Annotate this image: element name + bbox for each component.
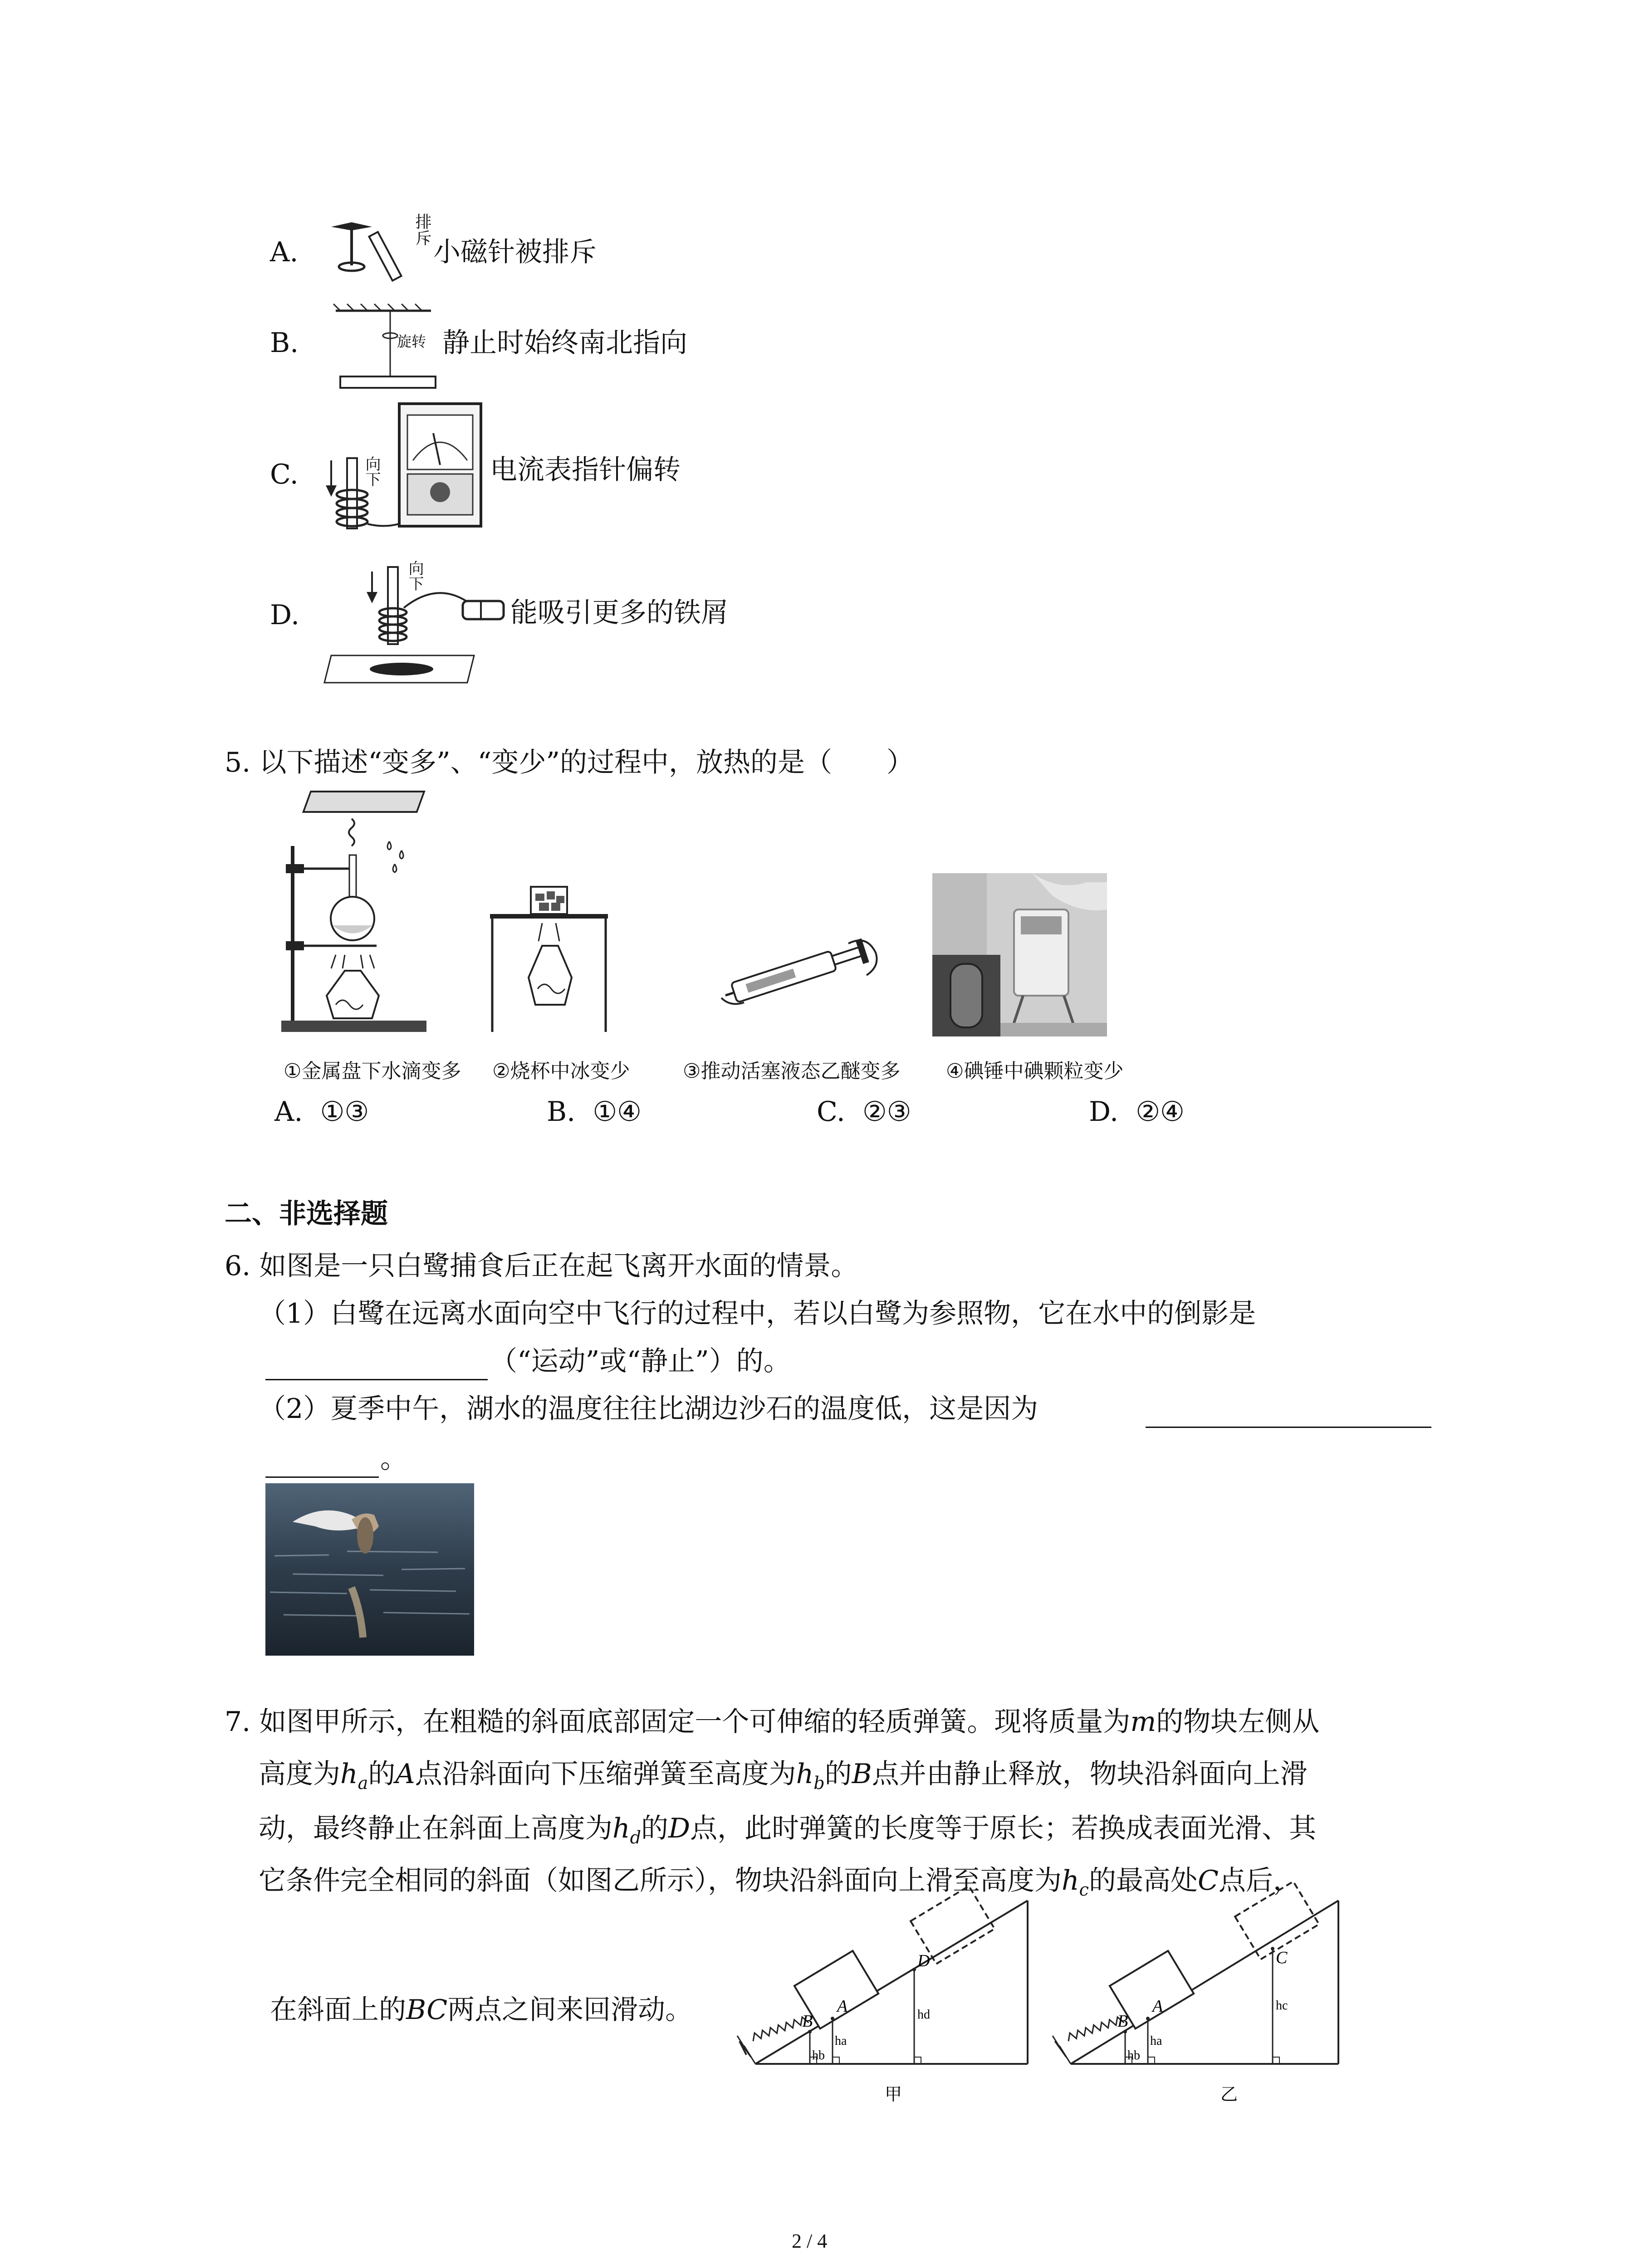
jia-label-hb: hb	[812, 2048, 825, 2063]
q7-line2-c: 点沿斜面向下压缩弹簧至高度为	[415, 1758, 796, 1790]
q4-option-c-text: 电流表指针偏转	[490, 454, 681, 486]
q7-line2-d: 的	[824, 1758, 852, 1790]
jia-label-b: B	[802, 2012, 813, 2031]
q7-figure-jia	[735, 1873, 1043, 2109]
q7-var-m: m	[1130, 1706, 1156, 1738]
q4-option-d-text: 能吸引更多的铁屑	[510, 597, 728, 629]
q7-line4-c: 点后，	[1218, 1865, 1300, 1897]
q5-choice-a-letter: A.	[274, 1096, 303, 1128]
q5-choice-d	[1089, 1095, 1185, 1128]
q7-line3-c: 点，此时弹簧的长度等于原长；若换成表面光滑、其	[690, 1813, 1317, 1844]
q6-part2-blank-a[interactable]	[1146, 1427, 1431, 1428]
q4-b-fig-label: 旋转	[397, 333, 426, 350]
yi-label-b: B	[1117, 2012, 1128, 2031]
q7-line-5	[270, 1994, 692, 2026]
q7-line-2	[259, 1758, 1308, 1794]
page-number: 2 / 4	[792, 2230, 828, 2252]
q5-figure-2	[490, 887, 617, 1036]
q7-line2-a: 高度为	[259, 1758, 340, 1790]
q4-d-fig-label: 向下	[406, 560, 424, 591]
q7-line1-b: 的物块左侧从	[1156, 1706, 1320, 1738]
q4-b-figure	[327, 302, 445, 392]
q5-choice-d-text: ②④	[1136, 1096, 1185, 1128]
q6-part2-blank-b[interactable]	[265, 1476, 379, 1478]
q5-choice-a-text: ①③	[320, 1096, 369, 1128]
q7-line1-a: 7. 如图甲所示，在粗糙的斜面底部固定一个可伸缩的轻质弹簧。现将质量为	[225, 1706, 1131, 1738]
q5-choice-b-letter: B.	[547, 1096, 576, 1128]
jia-label-a: A	[837, 1997, 848, 2016]
q5-choice-c-letter: C.	[817, 1096, 845, 1128]
q5-choice-d-letter: D.	[1089, 1096, 1119, 1128]
q5-choice-b-text: ①④	[593, 1096, 642, 1128]
q6-part1-blank[interactable]	[265, 1379, 488, 1380]
yi-label-ha: ha	[1150, 2034, 1162, 2048]
q7-line5-b: 两点之间来回滑动。	[447, 1994, 693, 2026]
q7-sub-b: b	[813, 1773, 825, 1793]
q6-part1-line1: （1）白鹭在远离水面向空中飞行的过程中，若以白鹭为参照物，它在水中的倒影是	[259, 1298, 1256, 1330]
q5-choice-c	[817, 1095, 911, 1128]
q7-line4-a: 它条件完全相同的斜面（如图乙所示），物块沿斜面向上滑至高度为	[259, 1865, 1062, 1897]
q5-figure-4-photo	[932, 873, 1107, 1036]
q6-part2-end: 。	[380, 1443, 407, 1475]
q4-c-figure	[322, 397, 485, 542]
q7-sub-c: c	[1079, 1880, 1089, 1900]
q6-part1-line2-after: （“运动”或“静止”）的。	[490, 1345, 791, 1377]
q5-caption-1: ①金属盘下水滴变多	[284, 1060, 461, 1083]
q4-option-d-letter: D.	[270, 599, 300, 631]
q7-sub-d: d	[630, 1828, 641, 1848]
q7-points-bc: BC	[406, 1994, 448, 2026]
yi-label-a: A	[1152, 1997, 1163, 2016]
q7-var-ha: h	[340, 1758, 358, 1790]
q7-line5-a: 在斜面上的	[270, 1994, 406, 2026]
q4-option-b-letter: B.	[270, 327, 299, 359]
q5-caption-4: ④碘锤中碘颗粒变少	[946, 1060, 1124, 1083]
q5-caption-2: ②烧杯中冰变少	[492, 1060, 630, 1083]
q7-var-hd: h	[612, 1813, 630, 1844]
q7-line-1	[225, 1706, 1319, 1738]
q7-point-b: B	[852, 1758, 872, 1790]
yi-label-hc: hc	[1276, 1999, 1288, 2013]
q7-point-a: A	[395, 1758, 415, 1790]
q4-option-a-text: 小磁针被排斥	[433, 236, 597, 268]
q4-option-b-text: 静止时始终南北指向	[442, 327, 687, 359]
q7-var-hb: h	[796, 1758, 814, 1790]
q4-c-fig-label: 向下	[362, 456, 381, 487]
q4-option-c-letter: C.	[270, 459, 299, 490]
q6-stem: 6. 如图是一只白鹭捕食后正在起飞离开水面的情景。	[225, 1250, 858, 1282]
q5-choice-c-text: ②③	[862, 1096, 911, 1128]
yi-label-c: C	[1276, 1948, 1288, 1967]
q7-line3-a: 动，最终静止在斜面上高度为	[259, 1813, 612, 1844]
q7-line2-b: 的	[368, 1758, 396, 1790]
jia-label-d: D	[917, 1951, 930, 1970]
q7-point-d: D	[668, 1813, 691, 1844]
q7-var-hc: h	[1062, 1865, 1079, 1897]
yi-label-hb: hb	[1127, 2048, 1140, 2063]
q5-caption-3: ③推动活塞液态乙醚变多	[683, 1060, 901, 1083]
jia-label-hd: hd	[917, 2008, 930, 2022]
q7-figure-yi	[1050, 1873, 1359, 2109]
q7-line2-e: 点并由静止释放，物块沿斜面向上滑	[872, 1758, 1308, 1790]
jia-label-ha: ha	[835, 2034, 847, 2048]
q4-option-a-letter: A.	[270, 236, 299, 268]
q7-line4-b: 的最高处	[1088, 1865, 1198, 1897]
q7-line-3	[259, 1812, 1316, 1848]
q4-a-fig-label: 排斥	[413, 213, 431, 246]
q7-point-c: C	[1197, 1865, 1219, 1897]
section-2-title: 二、非选择题	[225, 1198, 388, 1230]
q7-line3-b: 的	[641, 1813, 668, 1844]
yi-caption: 乙	[1220, 2084, 1238, 2104]
jia-caption: 甲	[885, 2084, 902, 2104]
q5-figure-3	[712, 925, 885, 1016]
q5-figure-1	[272, 792, 436, 1036]
q6-part2-line1: （2）夏季中午，湖水的温度往往比湖边沙石的温度低，这是因为	[259, 1393, 1038, 1425]
q5-stem: 5. 以下描述“变多”、“变少”的过程中，放热的是（ ）	[225, 747, 914, 778]
q6-egret-photo	[265, 1483, 474, 1656]
q5-choice-b	[547, 1095, 642, 1128]
q5-choice-a	[274, 1095, 369, 1128]
q7-sub-a: a	[358, 1773, 368, 1793]
